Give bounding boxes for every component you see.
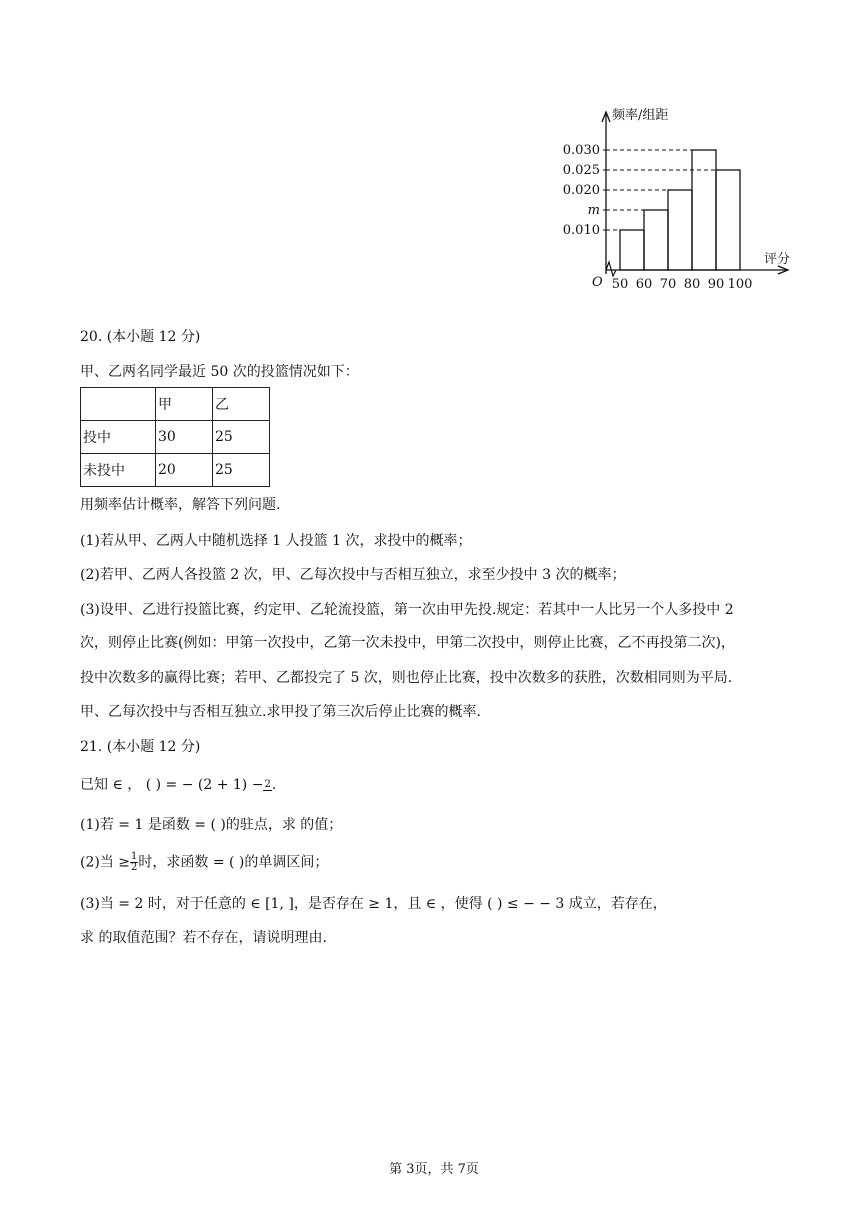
table-cell	[81, 388, 156, 421]
part-2-text-b: 时，求函数 = ( )的单调区间；	[138, 854, 329, 871]
question-20-instruction: 用频率估计概率，解答下列问题.	[80, 497, 281, 513]
shooting-table	[80, 387, 270, 487]
table-cell: 30	[156, 421, 213, 454]
origin-label: O	[592, 275, 603, 290]
table-row	[81, 421, 270, 454]
question-21-part-2	[80, 852, 328, 873]
table-cell: 25	[213, 454, 270, 487]
table-cell: 25	[213, 421, 270, 454]
histogram-bar	[716, 170, 740, 270]
histogram-bar	[668, 190, 692, 270]
y-axis-label: 频率/组距	[612, 108, 669, 123]
page-footer: 第 3页，共 7页	[389, 1162, 479, 1177]
given-end: .	[271, 777, 277, 793]
table-header-yi: 乙	[213, 388, 270, 421]
question-21-heading: 21. (本小题 12 分)	[80, 739, 201, 755]
histogram-bar	[620, 230, 644, 270]
question-20-part-3-line-2: 次，则停止比赛(例如：甲第一次投中，乙第一次未投中，甲第二次投中，则停止比赛，乙不再投第二次)，	[80, 635, 735, 651]
x-tick-label: 70	[659, 277, 677, 292]
table-header-jia: 甲	[156, 388, 213, 421]
x-axis-label: 评分	[764, 252, 791, 267]
table-cell: 未投中	[81, 454, 156, 487]
question-20-part-3-line-4: 甲、乙每次投中与否相互独立.求甲投了第三次后停止比赛的概率.	[80, 704, 481, 720]
fraction-numerator: 2	[264, 778, 271, 790]
x-tick-label: 90	[707, 277, 725, 292]
question-21-given	[80, 775, 276, 795]
question-21-part-3-line-2: 求 的取值范围？若不存在，请说明理由.	[80, 930, 327, 946]
fraction-denominator: 2	[131, 862, 138, 873]
y-tick-label: 0.020	[562, 183, 600, 198]
y-tick-label: 0.030	[562, 143, 600, 158]
question-21-part-1: (1)若 = 1 是函数 = ( )的驻点，求 的值；	[80, 817, 343, 833]
y-tick-label: m	[587, 203, 600, 218]
table-cell: 投中	[81, 421, 156, 454]
question-20-part-1: (1)若从甲、乙两人中随机选择 1 人投篮 1 次，求投中的概率；	[80, 533, 472, 549]
y-tick-label: 0.010	[562, 223, 600, 238]
part-2-text-a: (2)当 ≥	[80, 854, 131, 871]
given-fraction	[263, 780, 271, 791]
x-tick-label: 60	[635, 277, 653, 292]
fraction-numerator: 1	[131, 851, 138, 862]
axis-break-mark	[606, 262, 616, 276]
question-20-intro: 甲、乙两名同学最近 50 次的投篮情况如下：	[80, 364, 359, 380]
x-tick-label: 80	[683, 277, 701, 292]
histogram-bar	[692, 150, 716, 270]
question-21-part-3-line-1: (3)当 = 2 时，对于任意的 ∈ [1, ]，是否存在 ≥ 1，且 ∈ ，使得 ( ) ≤ − − 3 成立，若存在，	[80, 896, 667, 912]
histogram-bar	[644, 210, 668, 270]
table-cell: 20	[156, 454, 213, 487]
question-20-part-2: (2)若甲、乙两人各投篮 2 次，甲、乙每次投中与否相互独立，求至少投中 3 次的概率；	[80, 567, 626, 583]
question-20-part-3-line-1: (3)设甲、乙进行投篮比赛，约定甲、乙轮流投篮，第一次由甲先投.规定：若其中一人比另一个人多投中 2	[80, 602, 734, 618]
question-20-heading: 20. (本小题 12 分)	[80, 329, 201, 345]
table-row	[81, 388, 270, 421]
table-row	[81, 454, 270, 487]
given-text: 已知 ∈ ， ( ) = − (2 + 1) −	[80, 777, 264, 793]
x-tick-label: 50	[611, 277, 629, 292]
y-tick-label: 0.025	[562, 163, 600, 178]
x-tick-label: 100	[727, 277, 753, 292]
frequency-histogram	[548, 100, 818, 300]
question-20-part-3-line-3: 投中次数多的赢得比赛；若甲、乙都投完了 5 次，则也停止比赛，投中次数多的获胜，次数相同则为平局.	[80, 670, 733, 686]
